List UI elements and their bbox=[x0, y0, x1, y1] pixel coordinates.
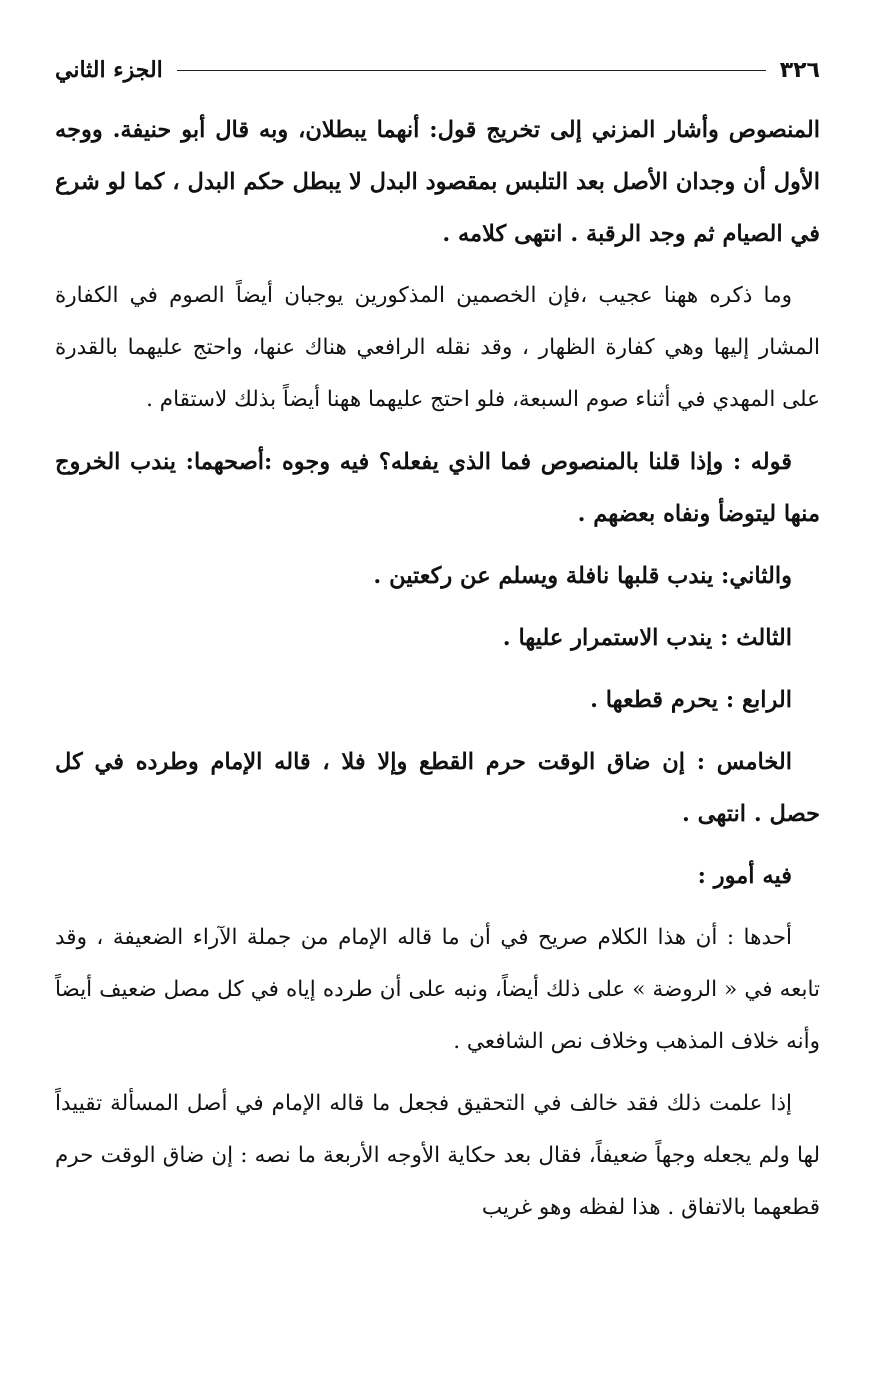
body-text bbox=[55, 104, 820, 1234]
page-number: ٣٢٦ bbox=[779, 57, 820, 83]
paragraph-third-view: الثالث : يندب الاستمرار عليها . bbox=[502, 625, 792, 651]
paragraph-matters-heading: فيه أمور : bbox=[697, 863, 792, 889]
paragraph-tahqiq: إذا علمت ذلك فقد خالف في التحقيق فجعل ما قاله الإمام في أصل المسألة تقييداً لها ولم يجعله وجهاً ضعيفاً، فقال بعد حكاية الأوجه الأربعة ما نصه : إن ضاق الوقت حرم قطعهما بالاتفاق . هذا لفظه وهو غريب bbox=[55, 1091, 820, 1220]
paragraph-quote: قوله : وإذا قلنا بالمنصوص فما الذي يفعله؟ فيه وجوه :أصحهما: يندب الخروج منها ليتوضأ ونفاه بعضهم . bbox=[55, 449, 820, 527]
document-page bbox=[55, 50, 820, 1244]
running-header bbox=[55, 50, 820, 90]
paragraph-first-matter: أحدها : أن هذا الكلام صريح في أن ما قاله الإمام من جملة الآراء الضعيفة ، وقد تابعه في « الروضة » على ذلك أيضاً، ونبه على أن طرده إياه في كل مصل ضعيف أيضاً وأنه خلاف المذهب وخلاف نص الشافعي . bbox=[55, 925, 820, 1054]
paragraph-continuation: المنصوص وأشار المزني إلى تخريج قول: أنهما يبطلان، وبه قال أبو حنيفة. ووجه الأول أن وجدان الأصل بعد التلبس بمقصود البدل لا يبطل حكم البدل ، كما لو شرع في الصيام ثم وجد الرقبة . انتهى كلامه . bbox=[55, 117, 820, 247]
volume-title: الجزء الثاني bbox=[55, 57, 163, 83]
paragraph-fifth-view: الخامس : إن ضاق الوقت حرم القطع وإلا فلا ، قاله الإمام وطرده في كل حصل . انتهى . bbox=[55, 749, 820, 827]
paragraph-commentary: وما ذكره ههنا عجيب ،فإن الخصمين المذكورين يوجبان أيضاً الصوم في الكفارة المشار إليها وهي كفارة الظهار ، وقد نقله الرافعي هناك عنها، واحتج عليهما بالقدرة على المهدي في أثناء صوم السبعة، فلو احتج عليهما ههنا أيضاً بذلك لاستقام . bbox=[55, 283, 820, 412]
header-rule bbox=[177, 70, 766, 71]
paragraph-second-view: والثاني: يندب قلبها نافلة ويسلم عن ركعتين . bbox=[373, 563, 792, 589]
paragraph-fourth-view: الرابع : يحرم قطعها . bbox=[590, 687, 792, 713]
